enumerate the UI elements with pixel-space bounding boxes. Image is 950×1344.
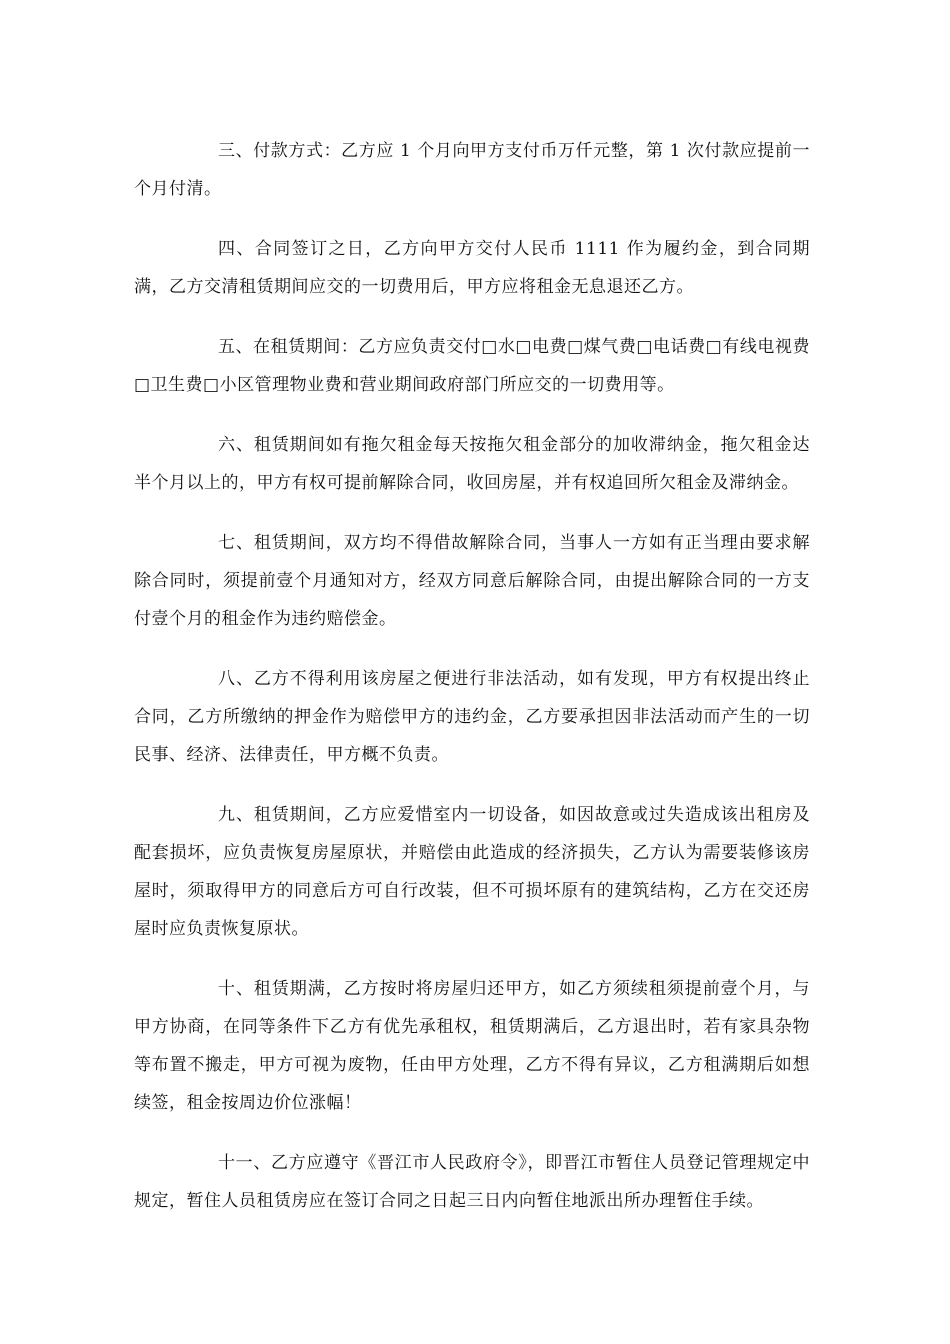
contract-body: [134, 132, 810, 1242]
clause-4-deposit: 四、合同签订之日，乙方向甲方交付人民币 1111 作为履约金，到合同期满，乙方交清租赁期间应交的一切费用后，甲方应将租金无息退还乙方。: [134, 239, 810, 297]
clause-9-maintenance: 九、租赁期间，乙方应爱惜室内一切设备，如因故意或过失造成该出租房及配套损坏，应负责恢复房屋原状，并赔偿由此造成的经济损失，乙方认为需要装修该房屋时，须取得甲方的同意后方可自行改装，但不可损坏原有的建筑结构，乙方在交还房屋时应负责恢复原状。: [134, 805, 810, 939]
clause-8-illegal-activity: 八、乙方不得利用该房屋之便进行非法活动，如有发现，甲方有权提出终止合同，乙方所缴纳的押金作为赔偿甲方的违约金，乙方要承担因非法活动而产生的一切民事、经济、法律责任，甲方概不负责。: [134, 669, 810, 765]
clause-10-expiry: 十、租赁期满，乙方按时将房屋归还甲方，如乙方须续租须提前壹个月，与甲方协商，在同等条件下乙方有优先承租权，租赁期满后，乙方退出时，若有家具杂物等布置不搬走，甲方可视为废物，任由甲方处理，乙方不得有异议，乙方租满期后如想续签，租金按周边价位涨幅！: [134, 979, 810, 1113]
clause-6-late-fee: 六、租赁期间如有拖欠租金每天按拖欠租金部分的加收滞纳金，拖欠租金达半个月以上的，甲方有权可提前解除合同，收回房屋，并有权追回所欠租金及滞纳金。: [134, 435, 810, 493]
clause-3-payment: 三、付款方式：乙方应 1 个月向甲方支付币万仟元整，第 1 次付款应提前一个月付清。: [134, 141, 810, 199]
clause-5-fees: 五、在租赁期间：乙方应负责交付□水□电费□煤气费□电话费□有线电视费□卫生费□小区管理物业费和营业期间政府部门所应交的一切费用等。: [134, 337, 810, 395]
clause-7-termination: 七、租赁期间，双方均不得借故解除合同，当事人一方如有正当理由要求解除合同时，须提前壹个月通知对方，经双方同意后解除合同，由提出解除合同的一方支付壹个月的租金作为违约赔偿金。: [134, 533, 810, 629]
clause-11-registration: 十一、乙方应遵守《晋江市人民政府令》，即晋江市暂住人员登记管理规定中规定，暂住人员租赁房应在签订合同之日起三日内向暂住地派出所办理暂住手续。: [134, 1153, 810, 1211]
